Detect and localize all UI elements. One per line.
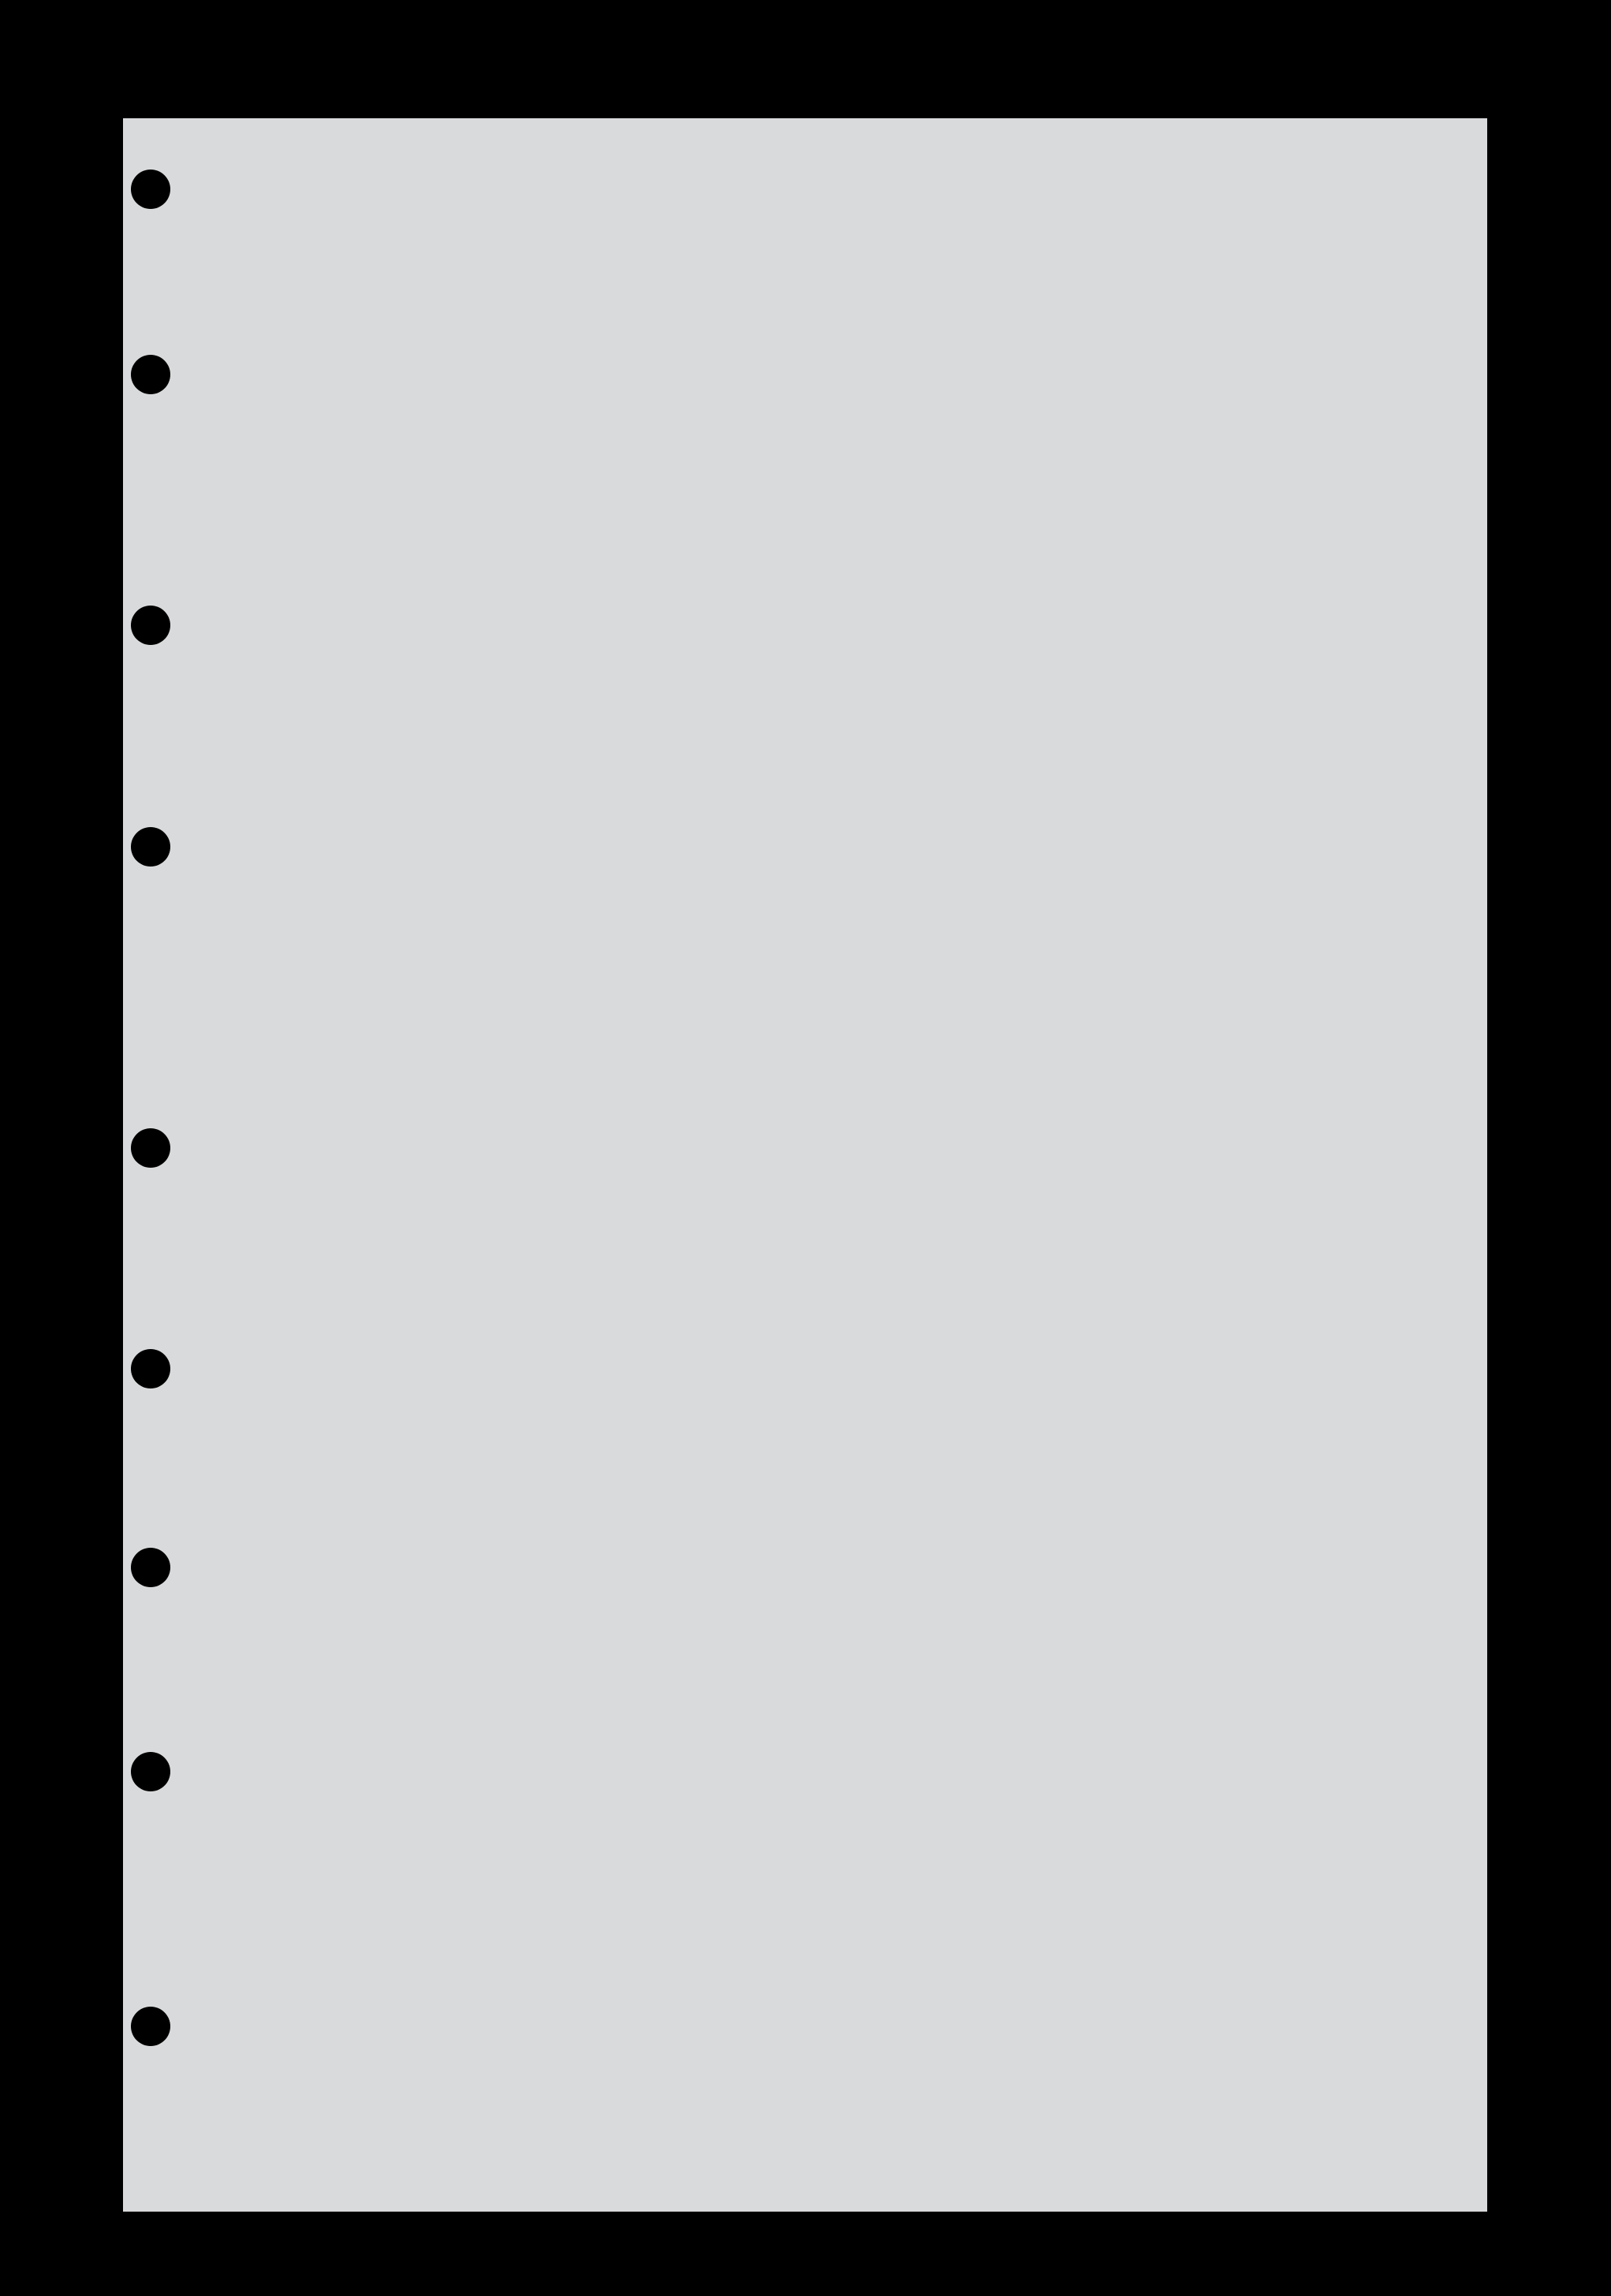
table-rules — [123, 118, 1487, 2212]
manifest-sheet — [123, 118, 1487, 2212]
punch-hole — [131, 1128, 170, 1168]
punch-hole — [131, 2007, 170, 2046]
punch-hole — [131, 170, 170, 209]
punch-hole — [131, 1548, 170, 1587]
punch-hole — [131, 1752, 170, 1791]
punch-hole — [131, 1349, 170, 1388]
punch-hole — [131, 827, 170, 867]
punch-hole — [131, 606, 170, 645]
punch-hole — [131, 355, 170, 394]
